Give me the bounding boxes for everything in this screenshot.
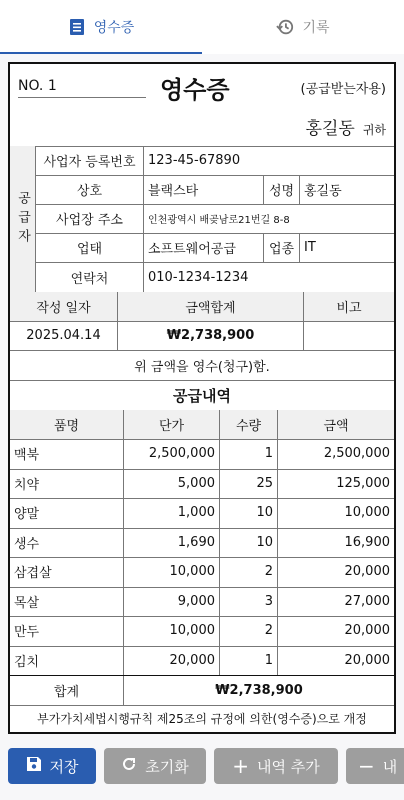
remove-item-button[interactable] xyxy=(346,748,404,784)
refresh-icon xyxy=(121,756,137,776)
address-label: 사업장 주소 xyxy=(36,204,144,233)
recipient-name[interactable]: 홍길동 xyxy=(305,119,355,139)
name-value[interactable]: 홍길동 xyxy=(304,184,342,199)
item-qty[interactable]: 2 xyxy=(220,616,278,646)
company-label: 상호 xyxy=(36,175,144,204)
add-item-label: 내역 추가 xyxy=(257,757,320,776)
contact-label: 연락처 xyxy=(36,262,144,292)
name-label: 성명 xyxy=(264,175,300,204)
table-row xyxy=(10,557,394,588)
item-amount: 2,500,000 xyxy=(323,446,390,462)
reset-label: 초기화 xyxy=(145,757,189,776)
biz-no-value[interactable]: 123-45-67890 xyxy=(148,153,241,168)
note-value[interactable] xyxy=(304,321,394,350)
company-value[interactable]: 블랙스타 xyxy=(144,175,264,204)
recipient-line xyxy=(306,114,386,139)
receipt-icon xyxy=(68,18,86,36)
table-row xyxy=(10,616,394,647)
receipt-title: 영수증 xyxy=(160,76,230,104)
item-amount: 20,000 xyxy=(344,623,390,639)
item-amount: 10,000 xyxy=(344,505,390,521)
statement-text: 위 금액을 영수(청구)함. xyxy=(134,359,270,375)
sum-label: 합계 xyxy=(10,676,124,705)
total-label: 금액합계 xyxy=(118,292,304,321)
contact-value[interactable]: 010-1234-1234 xyxy=(148,269,249,285)
item-name[interactable]: 맥북 xyxy=(10,439,124,469)
item-qty[interactable]: 10 xyxy=(220,528,278,558)
reset-button[interactable] xyxy=(104,748,206,784)
biz-type-label: 업태 xyxy=(36,233,144,262)
item-amount: 125,000 xyxy=(336,475,390,491)
details-title: 공급내역 xyxy=(173,386,231,405)
item-name[interactable]: 삼겹살 xyxy=(10,557,124,587)
item-qty[interactable]: 3 xyxy=(220,587,278,617)
col-name: 품명 xyxy=(10,410,124,439)
tab-receipt[interactable] xyxy=(0,0,202,54)
item-qty[interactable]: 1 xyxy=(220,646,278,676)
table-row xyxy=(10,469,394,500)
item-name[interactable]: 양말 xyxy=(10,498,124,528)
recipient-suffix: 귀하 xyxy=(362,123,386,137)
receipt-number[interactable]: NO. 1 xyxy=(18,78,146,98)
note-label: 비고 xyxy=(336,301,362,316)
table-row xyxy=(10,439,394,470)
remove-item-label: 내 xyxy=(382,757,398,776)
sum-row xyxy=(10,675,394,706)
save-button[interactable] xyxy=(8,748,96,784)
footer-row xyxy=(10,705,394,732)
biz-item-value[interactable]: IT xyxy=(304,240,316,255)
address-value[interactable]: 인천광역시 배곶남로21번길 8-8 xyxy=(148,215,290,226)
tab-bar xyxy=(0,0,404,54)
action-bar xyxy=(0,744,404,800)
item-price[interactable]: 9,000 xyxy=(124,587,220,617)
items-header xyxy=(10,410,394,440)
item-qty[interactable]: 25 xyxy=(220,469,278,499)
item-price[interactable]: 5,000 xyxy=(124,469,220,499)
item-name[interactable]: 김치 xyxy=(10,646,124,676)
table-row xyxy=(10,498,394,529)
details-title-row xyxy=(10,380,394,411)
item-price[interactable]: 1,690 xyxy=(124,528,220,558)
supplier-side-label: 공급자 xyxy=(10,146,36,292)
item-name[interactable]: 만두 xyxy=(10,616,124,646)
receipt-form xyxy=(8,62,396,734)
tab-history[interactable] xyxy=(202,0,404,54)
item-name[interactable]: 생수 xyxy=(10,528,124,558)
footer-text: 부가가치세법시행규칙 제25조의 규정에 의한(영수증)으로 개정 xyxy=(37,712,367,726)
tab-history-label: 기록 xyxy=(302,20,330,36)
col-qty: 수량 xyxy=(220,410,278,439)
table-row xyxy=(10,587,394,618)
item-price[interactable]: 10,000 xyxy=(124,616,220,646)
item-qty[interactable]: 2 xyxy=(220,557,278,587)
item-price[interactable]: 1,000 xyxy=(124,498,220,528)
tab-receipt-label: 영수증 xyxy=(93,20,135,36)
item-price[interactable]: 20,000 xyxy=(124,646,220,676)
item-qty[interactable]: 10 xyxy=(220,498,278,528)
save-icon xyxy=(26,756,42,776)
total-value: ₩2,738,900 xyxy=(118,321,304,350)
add-item-button[interactable] xyxy=(214,748,338,784)
item-name[interactable]: 목살 xyxy=(10,587,124,617)
table-row xyxy=(10,646,394,676)
date-value[interactable]: 2025.04.14 xyxy=(10,321,118,350)
item-price[interactable]: 2,500,000 xyxy=(124,439,220,469)
biz-type-value[interactable]: 소프트웨어공급 xyxy=(144,233,264,262)
sum-value: ₩2,738,900 xyxy=(215,683,303,698)
col-amount: 금액 xyxy=(323,419,349,434)
item-amount: 27,000 xyxy=(344,593,390,609)
plus-icon: + xyxy=(232,754,250,778)
item-amount: 20,000 xyxy=(344,564,390,580)
history-icon xyxy=(276,18,294,36)
col-price: 단가 xyxy=(124,410,220,439)
minus-icon: − xyxy=(358,754,375,778)
table-row xyxy=(10,528,394,559)
copy-type: (공급받는자용) xyxy=(300,82,386,97)
item-price[interactable]: 10,000 xyxy=(124,557,220,587)
summary-header xyxy=(10,292,394,322)
date-label: 작성 일자 xyxy=(10,292,118,321)
supplier-block xyxy=(10,146,394,293)
biz-item-label: 업종 xyxy=(264,233,300,262)
biz-no-label: 사업자 등록번호 xyxy=(36,146,144,175)
item-name[interactable]: 치약 xyxy=(10,469,124,499)
summary-values xyxy=(10,321,394,351)
save-label: 저장 xyxy=(49,757,79,776)
item-amount: 20,000 xyxy=(344,652,390,668)
item-amount: 16,900 xyxy=(344,534,390,550)
statement-row xyxy=(10,350,394,381)
item-qty[interactable]: 1 xyxy=(220,439,278,469)
receipt-header xyxy=(10,64,394,147)
